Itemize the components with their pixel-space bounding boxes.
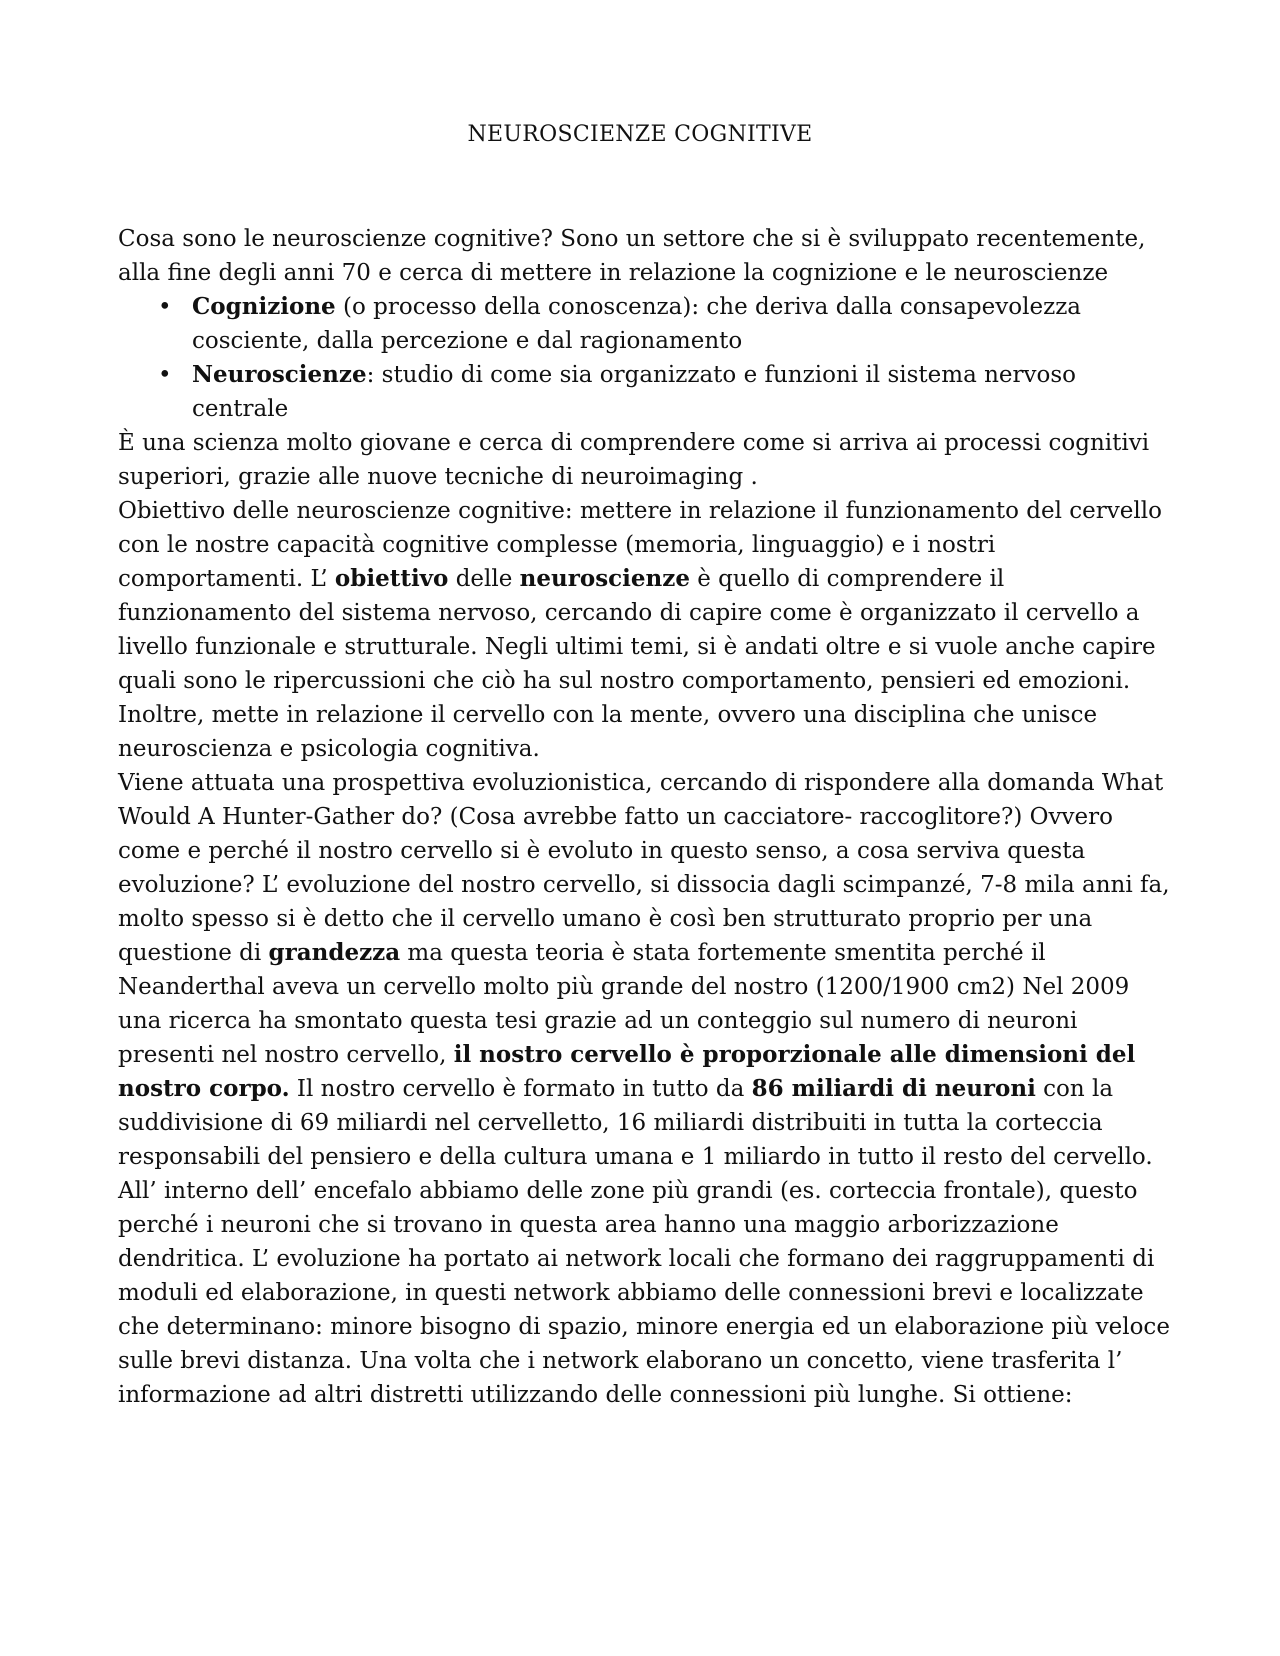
text-run: con la suddivisione di 69 miliardi nel cervelletto, 16 miliardi distribuiti in tutta la corteccia responsabili del pensiero e della cultura umana e 1 miliardo in tutto il resto del cervello. xyxy=(118,1076,1153,1170)
paragraph-young-science: È una scienza molto giovane e cerca di comprendere come si arriva ai processi cognitivi superiori, grazie alle nuove tecniche di neuroimaging . xyxy=(118,430,1150,490)
definition-list xyxy=(118,290,1178,426)
bullet-text: (o processo della conoscenza): che deriva dalla consapevolezza cosciente, dalla percezione e dal ragionamento xyxy=(192,294,1082,354)
intro-paragraph: Cosa sono le neuroscienze cognitive? Sono un settore che si è sviluppato recentemente, alla fine degli anni 70 e cerca di mettere in relazione la cognizione e le neuroscienze xyxy=(118,226,1146,286)
text-run: ma questa teoria è stata fortemente smentita perché il Neanderthal aveva un cervello molto più grande del nostro (1200/1900 cm2) Nel 2009 una ricerca ha smontato questa tesi grazie ad un conteggio sul numero di neuroni presenti nel nostro cervello, xyxy=(118,940,1130,1068)
list-item xyxy=(158,358,1178,426)
text-run: Obiettivo delle neuroscienze cognitive: mettere in relazione il funzionamento del cervello con le nostre capacità cognitive complesse (memoria, linguaggio) e i nostri comportamenti. L’ xyxy=(118,498,1162,592)
bullet-text: : studio di come sia organizzato e funzioni il sistema nervoso centrale xyxy=(192,362,1077,422)
bold-run: neuroscienze xyxy=(519,565,690,592)
bullet-term: Neuroscienze xyxy=(192,361,367,388)
bold-run: grandezza xyxy=(268,939,401,966)
paragraph-objective xyxy=(118,494,1178,766)
text-run: Viene attuata una prospettiva evoluzionistica, cercando di rispondere alla domanda What Would A Hunter-Gather do? (Cosa avrebbe fatto un cacciatore- raccoglitore?) Ovvero come e perché il nostro cervello si è evoluto in questo senso, a cosa serviva questa evoluzione? L’ evoluzione del nostro cervello, si dissocia dagli scimpanzé, 7-8 mila anni fa, molto spesso si è detto che il cervello umano è così ben strutturato proprio per una questione di xyxy=(118,770,1170,966)
bold-run: il nostro cervello è proporzionale alle dimensioni del nostro corpo. xyxy=(118,1041,1136,1102)
bold-run: 86 miliardi di neuroni xyxy=(751,1075,1036,1102)
text-run: Il nostro cervello è formato in tutto da xyxy=(289,1076,752,1102)
paragraph-evolution xyxy=(118,766,1178,1174)
list-item xyxy=(158,290,1178,358)
bullet-term: Cognizione xyxy=(192,293,336,320)
text-run: delle xyxy=(448,566,520,592)
document-body xyxy=(118,222,1178,1412)
bold-run: obiettivo xyxy=(334,565,449,592)
page-title: NEUROSCIENZE COGNITIVE xyxy=(467,122,813,147)
text-run: è quello di comprendere il funzionamento del sistema nervoso, cercando di capire come è organizzato il cervello a livello funzionale e strutturale. Negli ultimi temi, si è andati oltre e si vuole anche capire quali sono le ripercussioni che ciò ha sul nostro comportamento, pensieri ed emozioni. Inoltre, mette in relazione il cervello con la mente, ovvero una disciplina che unisce neuroscienza e psicologia cognitiva. xyxy=(118,566,1156,762)
paragraph-encephalon: All’ interno dell’ encefalo abbiamo delle zone più grandi (es. corteccia frontale), questo perché i neuroni che si trovano in questa area hanno una maggio arborizzazione dendritica. L’ evoluzione ha portato ai network locali che formano dei raggruppamenti di moduli ed elaborazione, in questi network abbiamo delle connessioni brevi e localizzate che determinano: minore bisogno di spazio, minore energia ed un elaborazione più veloce sulle brevi distanza. Una volta che i network elaborano un concetto, viene trasferita l’ informazione ad altri distretti utilizzando delle connessioni più lunghe. Si ottiene: xyxy=(118,1178,1170,1408)
